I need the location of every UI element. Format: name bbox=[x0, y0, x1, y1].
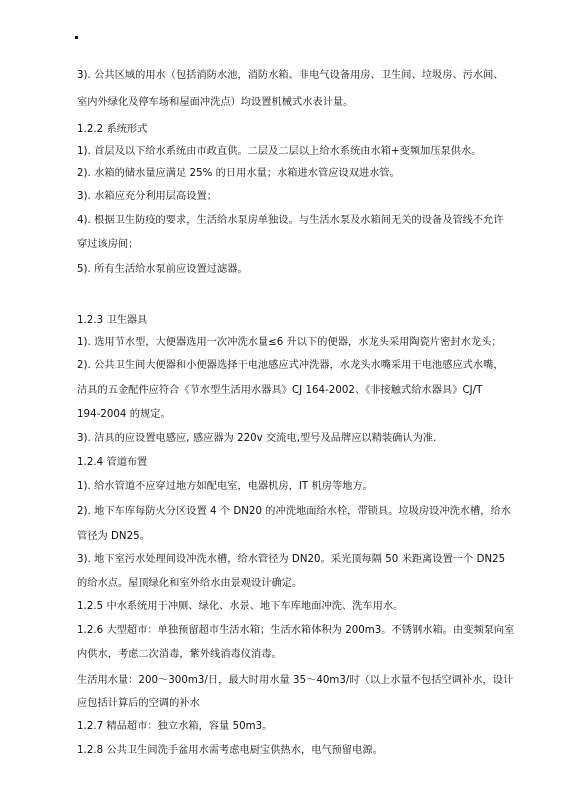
text-line: 1). 首层及以下给水系统由市政直供。二层及二层以上给水系统由水箱+变频加压泵供水。 bbox=[77, 146, 482, 157]
text-line: 194-2004 的规定。 bbox=[77, 409, 171, 420]
text-line: 室内外绿化及停车场和屋面冲洗点）均设置机械式水表计量。 bbox=[77, 97, 354, 108]
text-line: 3). 水箱应充分利用层高设置； bbox=[77, 191, 217, 202]
text-line: 管径为 DN25。 bbox=[77, 531, 150, 542]
text-line: 穿过该房间； bbox=[77, 239, 139, 250]
section-heading: 1.2.3 卫生器具 bbox=[77, 315, 148, 326]
section-heading: 1.2.4 管道布置 bbox=[77, 457, 148, 468]
text-line: 的给水点。屋顶绿化和室外给水由景观设计确定。 bbox=[77, 578, 303, 589]
text-line: 内供水，考虑二次消毒，紫外线消毒仪消毒。 bbox=[77, 649, 282, 660]
text-line: 3). 地下室污水处理间设冲洗水槽，给水管径为 DN20。采光顶每隔 50 米距离设置一个 DN25 bbox=[77, 554, 506, 565]
text-line: 3). 洁具的应设置电感应, 感应器为 220v 交流电,型号及品牌应以精装确认为准. bbox=[77, 433, 437, 444]
section-heading: 1.2.6 大型超市：单独预留超市生活水箱；生活水箱体积为 200m3。不锈钢水箱。由变频泵向室 bbox=[77, 625, 515, 636]
section-heading: 1.2.5 中水系统用于冲厕、绿化、水景、地下车库地面冲洗、洗车用水。 bbox=[77, 601, 404, 612]
bullet-mark bbox=[75, 36, 78, 39]
text-line: 2). 地下车库每防火分区设置 4 个 DN20 的冲洗地面给水栓，带锁具。垃圾房设冲洗水槽，给水 bbox=[77, 506, 511, 517]
section-heading: 1.2.2 系统形式 bbox=[77, 124, 148, 135]
text-line: 应包括计算后的空调的补水 bbox=[77, 698, 200, 709]
text-line: 1). 选用节水型，大便器选用一次冲洗水量≤6 升以下的便器，水龙头采用陶瓷片密封水龙头； bbox=[77, 337, 502, 348]
text-line: 2). 公共卫生间大便器和小便器选择干电池感应式冲洗器，水龙头水嘴采用干电池感应式水嘴， bbox=[77, 360, 504, 371]
text-line: 5). 所有生活给水泵前应设置过滤器。 bbox=[77, 264, 248, 275]
text-line: 洁具的五金配件应符合《节水型生活用水器具》CJ 164-2002、《非接触式给水器具》CJ/T bbox=[77, 385, 483, 396]
text-line: 1). 给水管道不应穿过地方如配电室，电器机房，IT 机房等地方。 bbox=[77, 481, 373, 492]
text-line: 生活用水量：200～300m3/日，最大时用水量 35～40m3/时（以上水量不包括空调补水，设计 bbox=[77, 675, 514, 686]
text-line: 3). 公共区域的用水（包括消防水池，消防水箱、非电气设备用房、卫生间、垃圾房、污水间、 bbox=[77, 70, 504, 81]
section-heading: 1.2.7 精品超市：独立水箱，容量 50m3。 bbox=[77, 721, 273, 732]
section-heading: 1.2.8 公共卫生间洗手盆用水需考虑电厨宝供热水，电气预留电源。 bbox=[77, 745, 383, 756]
text-line: 4). 根据卫生防疫的要求，生活给水泵房单独设。与生活水泵及水箱间无关的设备及管线不允许 bbox=[77, 215, 504, 226]
text-line: 2). 水箱的储水量应满足 25% 的日用水量；水箱进水管应设双进水管。 bbox=[77, 168, 400, 179]
